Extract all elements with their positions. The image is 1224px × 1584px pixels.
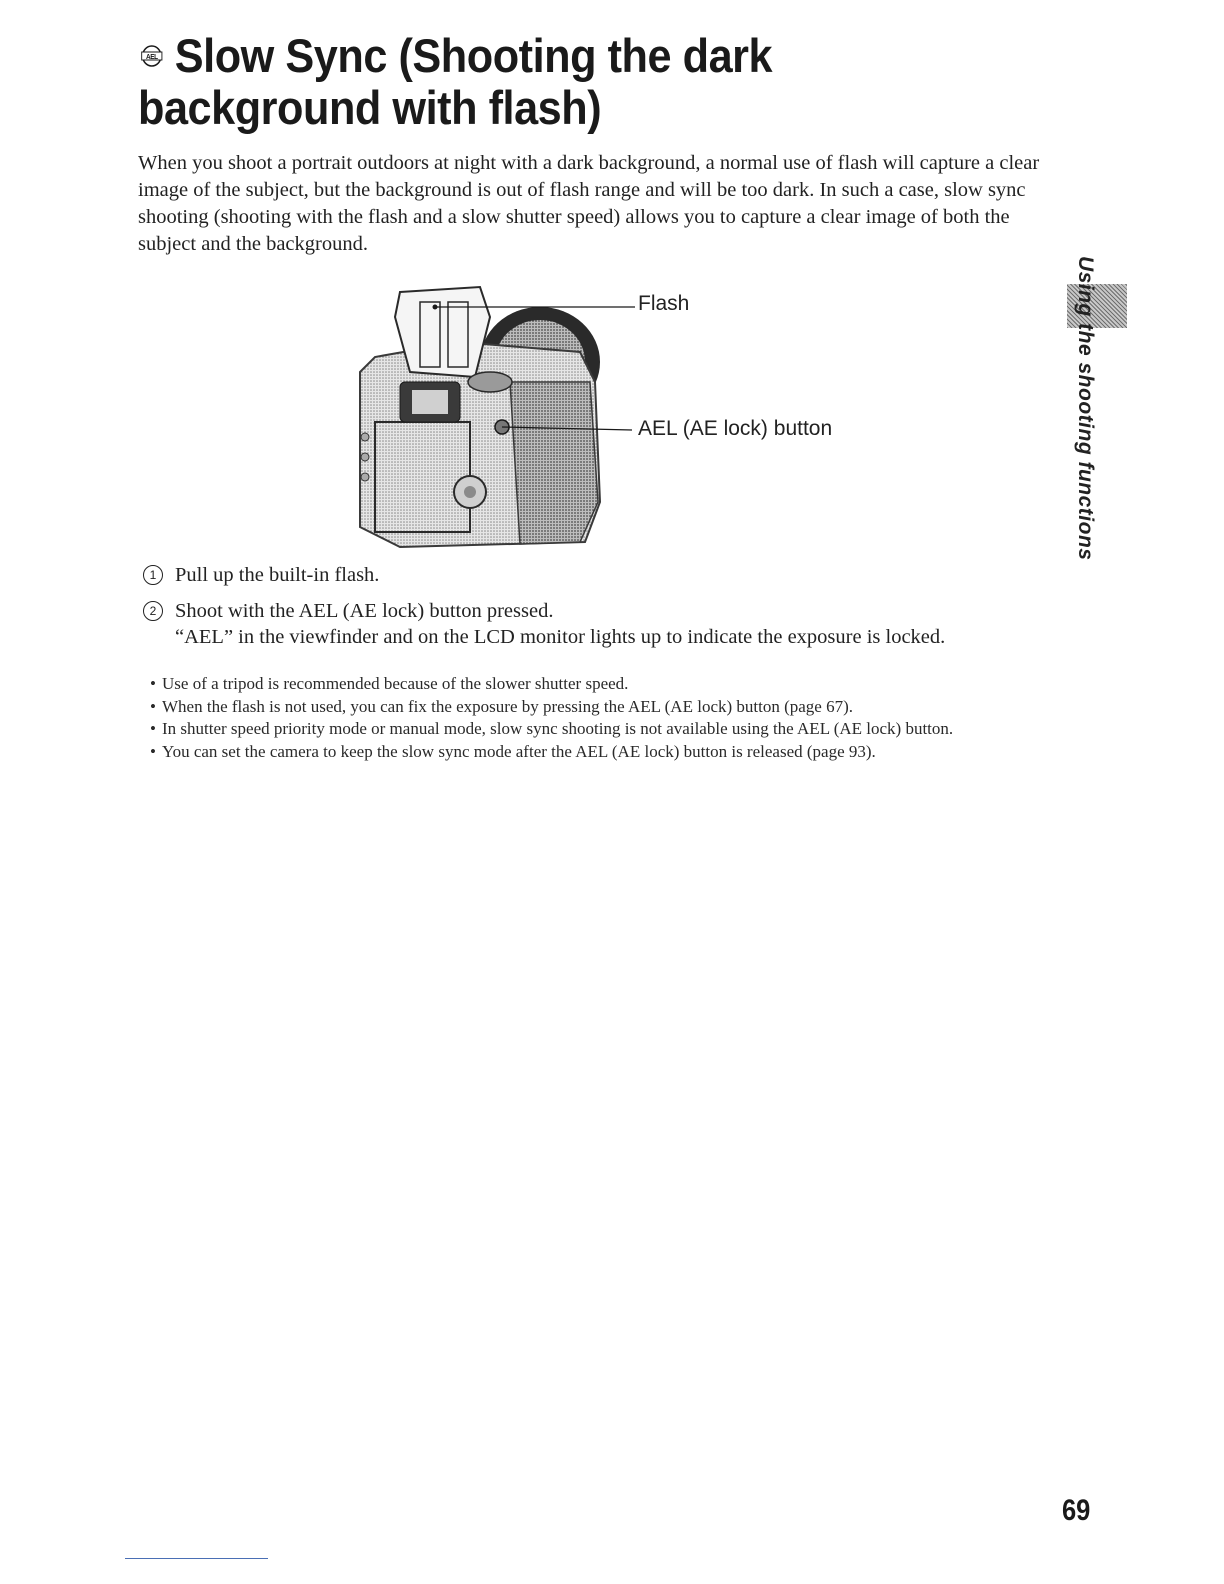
ael-icon	[138, 45, 166, 67]
step-2-text: Shoot with the AEL (AE lock) button pressed.	[175, 600, 554, 622]
lcd-monitor	[375, 422, 470, 532]
step-1-text: Pull up the built-in flash.	[175, 564, 380, 586]
note-item: • You can set the camera to keep the slow sync mode after the AEL (AE lock) button is released (page 93).	[150, 741, 1050, 764]
notes-list	[150, 673, 1050, 763]
step-1-number: 1	[143, 565, 163, 585]
page-title-text: Slow Sync (Shooting the dark background with flash)	[138, 29, 773, 134]
camera-figure	[340, 272, 900, 562]
mode-dial	[468, 372, 512, 392]
page-number: 69	[1062, 1494, 1091, 1527]
intro-paragraph: When you shoot a portrait outdoors at night with a dark background, a normal use of flash will capture a clear image of the subject, but the background is out of flash range and will be too dark. In such a case, slow sync shooting (shooting with the flash and a slow shutter speed) allows you to capture a clear image of both the subject and the background.	[138, 152, 1040, 255]
page-title	[138, 30, 966, 134]
ael-callout-label: AEL (AE lock) button	[638, 417, 833, 440]
flash-callout-label: Flash	[638, 292, 690, 315]
svg-text:AEL: AEL	[146, 53, 158, 61]
note-item: • When the flash is not used, you can fix the exposure by pressing the AEL (AE lock) button (page 67).	[150, 696, 1050, 719]
steps-list	[143, 562, 1073, 650]
step-2-detail: “AEL” in the viewfinder and on the LCD monitor lights up to indicate the exposure is locked.	[175, 626, 946, 648]
section-tab-label: Using the shooting functions	[1074, 256, 1097, 561]
note-item: • In shutter speed priority mode or manual mode, slow sync shooting is not available using the AEL (AE lock) button.	[150, 718, 1050, 741]
note-item: • Use of a tripod is recommended because of the slower shutter speed.	[150, 673, 1050, 696]
footer-rule	[125, 1558, 268, 1559]
step-2	[143, 598, 1073, 650]
step-1	[143, 562, 1073, 588]
step-2-number: 2	[143, 601, 163, 621]
flash-unit	[395, 287, 490, 377]
